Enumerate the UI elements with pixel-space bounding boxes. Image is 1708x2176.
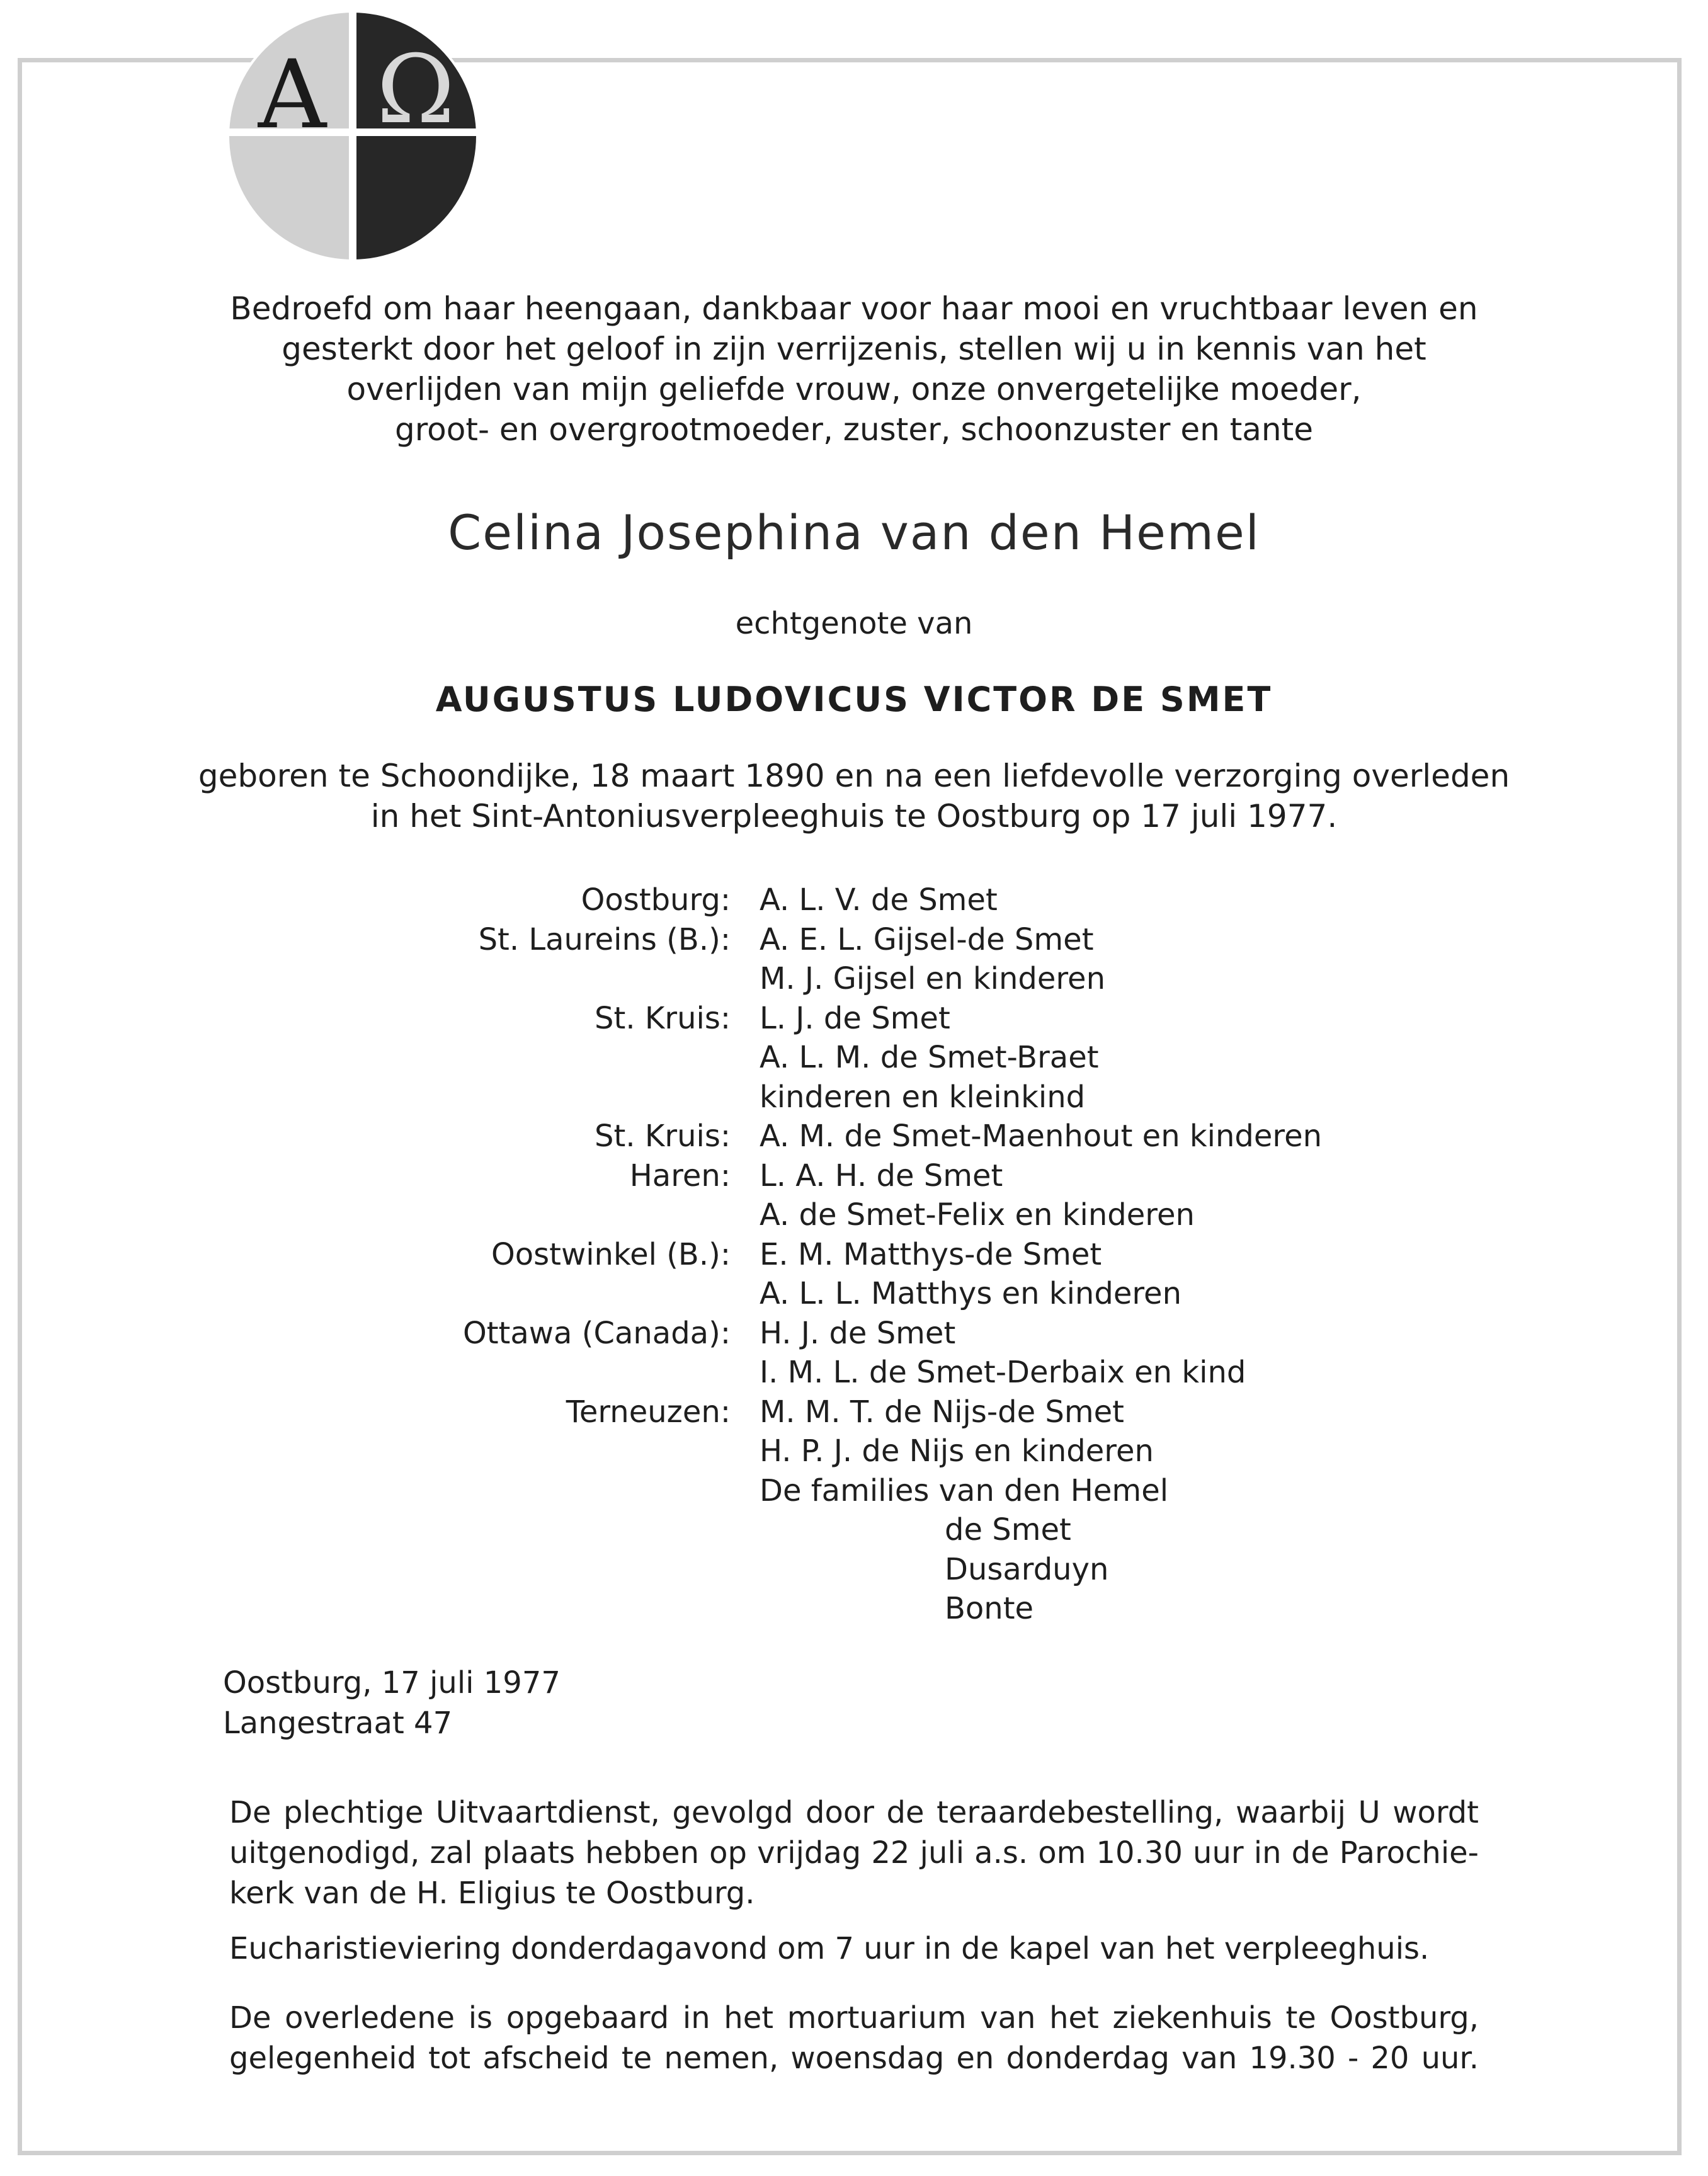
family-member: A. de Smet-Felix en kinderen xyxy=(760,1197,1195,1233)
family-member: M. J. Gijsel en kinderen xyxy=(760,961,1105,996)
mass-line: Eucharistieviering donderdagavond om 7 uur in de kapel van het verpleeghuis. xyxy=(229,1931,1430,1966)
family-member: Bonte xyxy=(945,1591,1034,1626)
family-location: St. Kruis: xyxy=(595,1000,731,1036)
birth-line: geboren te Schoondijke, 18 maart 1890 en na een liefdevolle verzorging overleden xyxy=(198,758,1510,794)
intro-line: gesterkt door het geloof in zijn verrijzenis, stellen wij u in kennis van het xyxy=(282,331,1426,367)
family-member: A. L. V. de Smet xyxy=(760,882,998,918)
viewing-line: gelegenheid tot afscheid te nemen, woensdag en donderdag van 19.30 - 20 uur. xyxy=(229,2041,1479,2076)
family-member: E. M. Matthys-de Smet xyxy=(760,1236,1102,1272)
family-row xyxy=(0,1432,1708,1471)
family-row xyxy=(0,1274,1708,1314)
service-line: De plechtige Uitvaartdienst, gevolgd door de teraardebestelling, waarbij U wordt xyxy=(229,1795,1479,1830)
birth-paragraph xyxy=(0,756,1708,836)
family-member: A. E. L. Gijsel-de Smet xyxy=(760,921,1094,957)
family-member: A. L. L. Matthys en kinderen xyxy=(760,1276,1181,1311)
family-row xyxy=(0,959,1708,999)
family-member: H. J. de Smet xyxy=(760,1315,956,1351)
service-line: kerk van de H. Eligius te Oostburg. xyxy=(229,1876,755,1911)
family-location: Ottawa (Canada): xyxy=(462,1315,731,1351)
family-row xyxy=(0,1589,1708,1629)
deceased-name: Celina Josephina van den Hemel xyxy=(448,504,1260,561)
family-row xyxy=(0,1038,1708,1078)
family-row xyxy=(0,1510,1708,1550)
family-member: L. J. de Smet xyxy=(760,1000,950,1036)
family-member: I. M. L. de Smet-Derbaix en kind xyxy=(760,1355,1246,1390)
family-location: Terneuzen: xyxy=(566,1394,731,1430)
family-location: St. Kruis: xyxy=(595,1119,731,1154)
place-date: Oostburg, 17 juli 1977 xyxy=(223,1665,561,1700)
omega-letter: Ω xyxy=(376,35,455,145)
family-row xyxy=(0,1550,1708,1590)
family-member: Dusarduyn xyxy=(945,1551,1109,1587)
family-row xyxy=(0,1353,1708,1393)
intro-line: groot- en overgrootmoeder, zuster, schoonzuster en tante xyxy=(394,411,1313,448)
viewing-paragraph xyxy=(229,1998,1479,2078)
mass-paragraph xyxy=(229,1928,1479,1969)
alpha-omega-emblem-icon xyxy=(227,10,479,262)
family-location: St. Laureins (B.): xyxy=(478,921,731,957)
spouse-intro: echtgenote van xyxy=(735,606,973,641)
family-row xyxy=(0,1156,1708,1196)
family-list xyxy=(0,880,1708,1629)
family-row xyxy=(0,1117,1708,1156)
family-row xyxy=(0,1195,1708,1235)
family-member: H. P. J. de Nijs en kinderen xyxy=(760,1433,1154,1469)
family-location: Oostburg: xyxy=(581,882,731,918)
intro-paragraph xyxy=(0,288,1708,450)
birth-line: in het Sint-Antoniusverpleeghuis te Oostburg op 17 juli 1977. xyxy=(370,798,1338,835)
alpha-letter: A xyxy=(258,40,327,150)
family-row xyxy=(0,1393,1708,1432)
family-member: de Smet xyxy=(945,1512,1071,1547)
family-location: Haren: xyxy=(629,1158,731,1193)
family-member: kinderen en kleinkind xyxy=(760,1079,1086,1115)
family-row xyxy=(0,880,1708,920)
address: Langestraat 47 xyxy=(223,1706,453,1741)
spouse-name: AUGUSTUS LUDOVICUS VICTOR DE SMET xyxy=(435,680,1273,719)
family-row xyxy=(0,920,1708,960)
service-paragraph xyxy=(229,1792,1479,1913)
family-row xyxy=(0,999,1708,1039)
family-member: L. A. H. de Smet xyxy=(760,1158,1003,1193)
family-row xyxy=(0,1078,1708,1117)
family-row xyxy=(0,1471,1708,1511)
viewing-line: De overledene is opgebaard in het mortuarium van het ziekenhuis te Oostburg, xyxy=(229,2000,1479,2036)
family-row xyxy=(0,1314,1708,1353)
family-member: De families van den Hemel xyxy=(760,1473,1169,1508)
service-line: uitgenodigd, zal plaats hebben op vrijdag 22 juli a.s. om 10.30 uur in de Parochie- xyxy=(229,1835,1479,1871)
intro-line: overlijden van mijn geliefde vrouw, onze onvergetelijke moeder, xyxy=(346,371,1362,407)
family-member: A. M. de Smet-Maenhout en kinderen xyxy=(760,1119,1323,1154)
place-date-block xyxy=(223,1663,561,1743)
family-member: A. L. M. de Smet-Braet xyxy=(760,1040,1099,1075)
family-location: Oostwinkel (B.): xyxy=(491,1236,731,1272)
family-member: M. M. T. de Nijs-de Smet xyxy=(760,1394,1124,1430)
family-row xyxy=(0,1235,1708,1275)
intro-line: Bedroefd om haar heengaan, dankbaar voor haar mooi en vruchtbaar leven en xyxy=(230,290,1478,327)
